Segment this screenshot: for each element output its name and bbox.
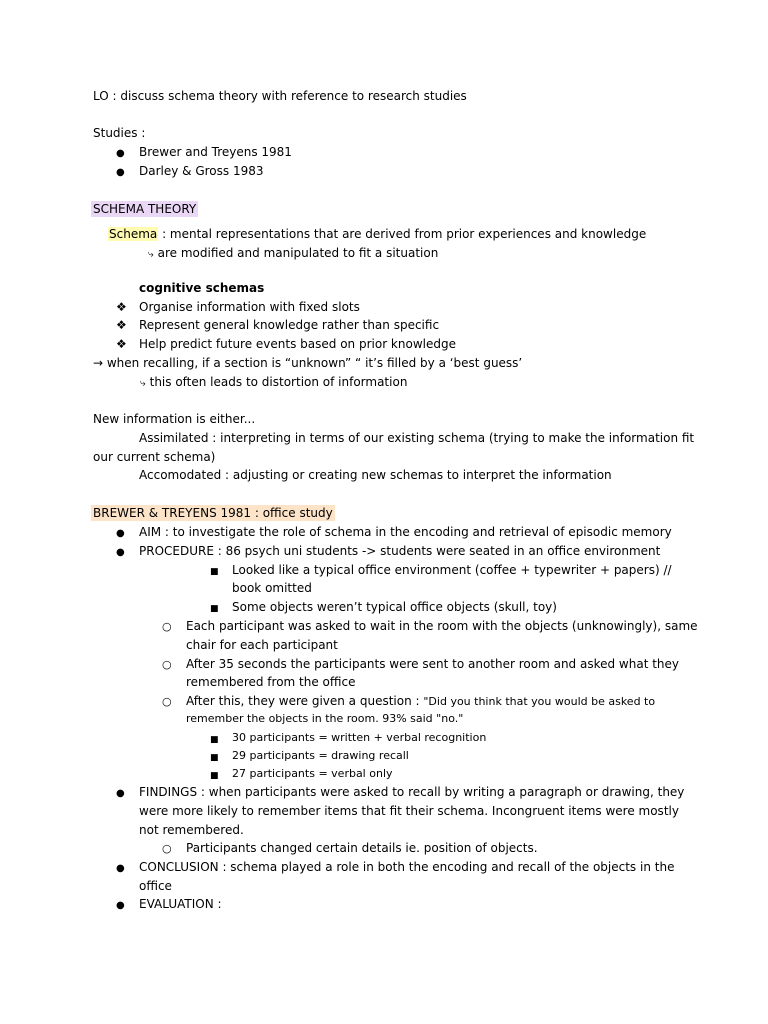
recall-sub-text: this often leads to distortion of information [149, 375, 408, 389]
bullet-dot [116, 162, 125, 182]
procedure-line: PROCEDURE : 86 psych uni students -> students were seated in an office environment [139, 544, 661, 558]
conclusion-line-b: office [139, 879, 172, 893]
square-bullet-icon [210, 561, 219, 581]
procedure-sub-2: Some objects weren’t typical office objects (skull, toy) [232, 600, 557, 614]
count-item: 29 participants = drawing recall [232, 749, 409, 762]
diamond-bullet-icon [116, 298, 127, 316]
circ2-line-a: After 35 seconds the participants were sent to another room and asked what they [186, 657, 680, 671]
schema-def-text: : mental representations that are derived from prior experiences and knowledge [158, 227, 647, 241]
bullet-dot [116, 858, 125, 878]
cognitive-schemas-heading: cognitive schemas [139, 281, 265, 295]
assimilated-line-1: Assimilated : interpreting in terms of our existing schema (trying to make the information fit [139, 431, 695, 445]
studies-label: Studies : [93, 126, 146, 140]
aim-line: AIM : to investigate the role of schema in the encoding and retrieval of episodic memory [139, 525, 672, 539]
findings-line-c: not remembered. [139, 823, 244, 837]
diamond-bullet-icon [116, 335, 127, 353]
conclusion-line-a: CONCLUSION : schema played a role in both the encoding and recall of the objects in the [139, 860, 675, 874]
accomodated-line: Accomodated : adjusting or creating new schemas to interpret the information [139, 468, 612, 482]
circ1-line-a: Each participant was asked to wait in the room with the objects (unknowingly), same [186, 619, 698, 633]
study-item: Brewer and Treyens 1981 [139, 145, 292, 159]
recall-line: → when recalling, if a section is “unknown” “ it’s filled by a ‘best guess’ [93, 356, 523, 370]
diamond-bullet-icon [116, 316, 127, 334]
square-bullet-icon [210, 729, 219, 749]
assimilated-line-2: our current schema) [93, 450, 216, 464]
count-item: 27 participants = verbal only [232, 767, 393, 780]
cog-item: Represent general knowledge rather than specific [139, 318, 440, 332]
schema-sub [148, 244, 438, 264]
circ3-quote: "Did you think that you would be asked to [423, 695, 656, 708]
brewer-heading-text: BREWER & TREYENS 1981 : office study [93, 506, 333, 520]
square-bullet-icon [210, 765, 219, 785]
procedure-sub-1a: Looked like a typical office environment (coffee + typewriter + papers) // [232, 563, 672, 577]
circ3-text: After this, they were given a question : [186, 694, 424, 708]
schema-theory-heading [91, 200, 198, 218]
circle-bullet-icon [162, 692, 172, 711]
bullet-dot [116, 143, 125, 163]
findings-sub: Participants changed certain details ie. position of objects. [186, 841, 538, 855]
learning-objective: LO : discuss schema theory with reference to research studies [93, 89, 467, 103]
findings-line-a: FINDINGS : when participants were asked to recall by writing a paragraph or drawing, they [139, 785, 685, 799]
square-bullet-icon [210, 598, 219, 618]
findings-line-b: were more likely to remember items that fit their schema. Incongruent items were mostly [139, 804, 679, 818]
evaluation-line: EVALUATION : [139, 897, 222, 911]
study-item: Darley & Gross 1983 [139, 164, 264, 178]
cog-item: Help predict future events based on prior knowledge [139, 337, 456, 351]
square-bullet-icon [210, 747, 219, 767]
circ1-line-b: chair for each participant [186, 638, 338, 652]
bullet-dot [116, 895, 125, 915]
count-item: 30 participants = written + verbal recognition [232, 731, 487, 744]
circle-bullet-icon [162, 655, 172, 674]
hook-arrow-icon: ⤷ [140, 378, 146, 389]
bullet-dot [116, 783, 125, 803]
circ3-line-a [186, 692, 655, 711]
schema-theory-heading-text: SCHEMA THEORY [93, 202, 197, 216]
procedure-sub-1b: book omitted [232, 581, 312, 595]
cog-item: Organise information with fixed slots [139, 300, 360, 314]
schema-sub-text: are modified and manipulated to fit a situation [157, 246, 439, 260]
schema-term: Schema [109, 227, 158, 241]
circle-bullet-icon [162, 617, 172, 636]
new-info-line: New information is either... [93, 412, 256, 426]
circle-bullet-icon [162, 839, 172, 858]
circ2-line-b: remembered from the office [186, 675, 356, 689]
circ3-line-b: remember the objects in the room. 93% said "no." [186, 712, 464, 725]
brewer-heading [91, 504, 335, 522]
bullet-dot [116, 523, 125, 543]
bullet-dot [116, 542, 125, 562]
hook-arrow-icon: ⤷ [148, 249, 154, 260]
recall-sub [140, 373, 407, 393]
schema-definition [108, 225, 646, 243]
